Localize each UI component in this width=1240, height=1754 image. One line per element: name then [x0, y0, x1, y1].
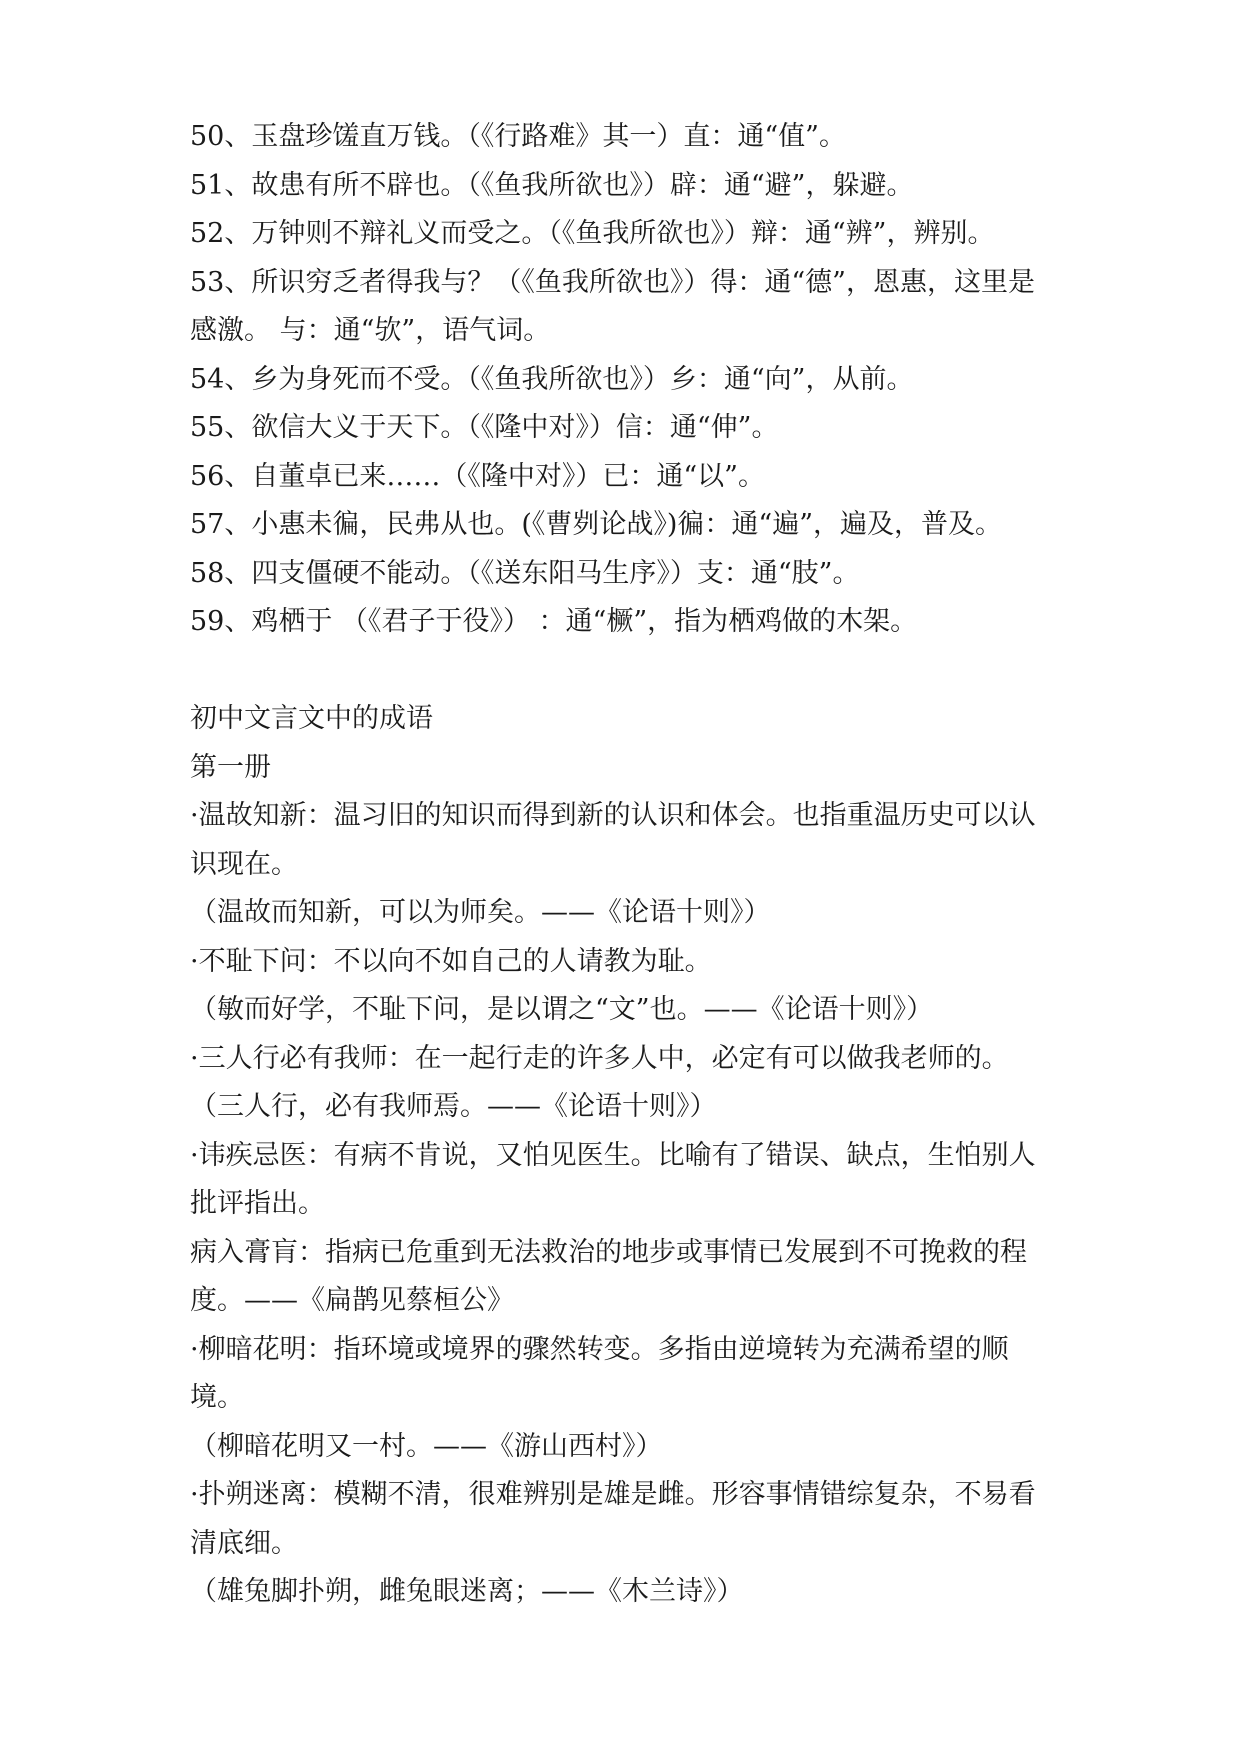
chengyu-list	[190, 792, 1130, 1617]
volume-heading: 第一册	[190, 751, 271, 783]
text-line: ·讳疾忌医：有病不肯说，又怕见医生。比喻有了错误、缺点，生怕别人	[190, 1139, 1036, 1171]
text-line: （温故而知新，可以为师矣。——《论语十则》）	[190, 897, 771, 928]
section-title: 初中文言文中的成语	[190, 703, 433, 734]
text-line: 57、小惠未徧，民弗从也。(《曹刿论战》)徧：通“遍”，遍及，普及。	[190, 509, 1003, 540]
text-line: 识现在。	[190, 848, 298, 880]
tongjiazi-list	[190, 113, 1130, 647]
text-line: 境。	[190, 1382, 244, 1413]
blank-line	[190, 647, 1130, 696]
text-line: 56、自董卓已来……（《隆中对》）已：通“以”。	[190, 460, 765, 492]
text-line: 50、玉盘珍馐直万钱。（《行路难》其一）直：通“值”。	[190, 121, 846, 152]
text-line: 51、故患有所不辟也。（《鱼我所欲也》）辟：通“避”，躲避。	[190, 169, 914, 201]
text-line: 感激。 与：通“欤”，语气词。	[190, 315, 551, 346]
text-line: 58、四支僵硬不能动。（《送东阳马生序》）支：通“肢”。	[190, 557, 860, 589]
text-line: 病入膏肓：指病已危重到无法救治的地步或事情已发展到不可挽救的程	[190, 1236, 1027, 1268]
text-line: 52、万钟则不辩礼义而受之。（《鱼我所欲也》）辩：通“辨”，辨别。	[190, 218, 995, 249]
text-line: 53、所识穷乏者得我与？（《鱼我所欲也》）得：通“德”，恩惠，这里是	[190, 266, 1035, 298]
text-line: 度。——《扁鹊见蔡桓公》	[190, 1285, 514, 1316]
text-line: 54、乡为身死而不受。（《鱼我所欲也》）乡：通“向”，从前。	[190, 363, 914, 395]
text-line: ·柳暗花明：指环境或境界的骤然转变。多指由逆境转为充满希望的顺	[190, 1333, 1009, 1365]
text-line: （敏而好学，不耻下问，是以谓之“文”也。——《论语十则》）	[190, 994, 934, 1025]
text-line: ·温故知新：温习旧的知识而得到新的认识和体会。也指重温历史可以认	[190, 800, 1036, 831]
text-line: 55、欲信大义于天下。（《隆中对》）信：通“伸”。	[190, 412, 779, 443]
text-line: ·扑朔迷离：模糊不清，很难辨别是雄是雌。形容事情错综复杂，不易看	[190, 1479, 1036, 1510]
text-line: （三人行，必有我师焉。——《论语十则》）	[190, 1091, 717, 1122]
text-line: 批评指出。	[190, 1188, 325, 1219]
text-line: ·三人行必有我师：在一起行走的许多人中，必定有可以做我老师的。	[190, 1042, 1009, 1074]
text-line: 59、鸡栖于 （《君子于役》） ：通“橛”，指为栖鸡做的木架。	[190, 606, 918, 637]
text-line: （雄兔脚扑朔，雌兔眼迷离；——《木兰诗》）	[190, 1576, 744, 1607]
text-line: （柳暗花明又一村。——《游山西村》）	[190, 1430, 663, 1462]
document-body	[190, 113, 1130, 1617]
text-line: ·不耻下问：不以向不如自己的人请教为耻。	[190, 945, 712, 977]
text-line: 清底细。	[190, 1527, 298, 1559]
